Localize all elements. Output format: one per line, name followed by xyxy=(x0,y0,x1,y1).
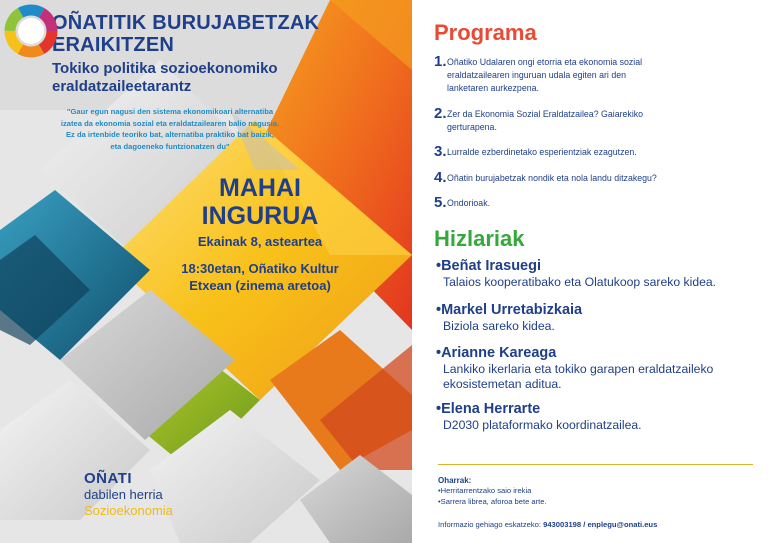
notes-contact xyxy=(438,520,753,530)
programa-item-number: 3. xyxy=(434,143,447,160)
speaker-item xyxy=(436,345,756,392)
speaker-item xyxy=(436,302,756,334)
programa-item xyxy=(434,54,764,95)
poster-quote: "Gaur egun nagusi den sistema ekonomikoari alternatiba izatea da ekonomia sozial eta eraldatzailearen balio nagusia. Ez da irtenbide teoriko bat, alternatiba praktiko bat baizik, eta dagoeneko funtzionatzen du" xyxy=(60,107,280,151)
programa-item-number: 5. xyxy=(434,194,447,211)
speaker-name: •Arianne Kareaga xyxy=(436,345,557,361)
programa-heading: Programa xyxy=(434,20,537,45)
notes-item: •Herritarrentzako saio irekia xyxy=(438,486,532,495)
notes-box xyxy=(438,464,753,530)
contact-label: Informazio gehiago eskatzeko: xyxy=(438,520,544,529)
programa-item-number: 4. xyxy=(434,169,447,186)
info-panel xyxy=(412,0,768,543)
programa-item-number: 2. xyxy=(434,105,447,122)
onati-logo-icon xyxy=(0,0,62,62)
notes-title: Oharrak: xyxy=(438,476,472,485)
programa-item-text: Oñatiko Udalaren ongi etorria eta ekonomia sozial eraldatzailearen inguruan udala egiten ari den lanketaren aurkezpena. xyxy=(447,57,643,93)
speaker-description: Lankiko ikerlaria eta tokiko garapen eraldatzaileko ekosistemetan aditua. xyxy=(443,362,714,391)
contact-value: 943003198 / enplegu@onati.eus xyxy=(543,520,658,529)
logo-wordmark xyxy=(84,470,173,519)
speaker-description: Biziola sareko kidea. xyxy=(443,319,555,333)
programa-item xyxy=(434,144,764,159)
programa-item-text: Lurralde ezberdinetako esperientziak ezagutzen. xyxy=(447,147,637,157)
programa-item-text: Zer da Ekonomia Sozial Eraldatzailea? Gaiarekiko gerturapena. xyxy=(447,109,644,132)
poster-subtitle: Tokiko politika sozioekonomiko eraldatzaileetarantz xyxy=(52,60,278,95)
logo-name: OÑATI xyxy=(84,470,133,487)
event-place: 18:30etan, Oñatiko Kultur Etxean (zinema aretoa) xyxy=(181,261,339,293)
programa-item-text: Oñatin burujabetzak nondik eta nola landu ditzakegu? xyxy=(447,173,657,183)
speaker-name: •Elena Herrarte xyxy=(436,401,541,417)
event-title: MAHAI INGURUA xyxy=(201,174,319,230)
logo-tagline: dabilen herria xyxy=(84,487,163,502)
poster-title: OÑATITIK BURUJABETZAK ERAIKITZEN xyxy=(52,12,320,56)
speaker-item xyxy=(436,258,756,290)
speaker-name: •Markel Urretabizkaia xyxy=(436,302,583,318)
hizlariak-heading: Hizlariak xyxy=(434,226,525,251)
programa-item-text: Ondorioak. xyxy=(447,198,491,208)
notes-item: •Sarrera librea, aforoa bete arte. xyxy=(438,496,547,506)
speaker-item xyxy=(436,401,756,433)
programa-item-number: 1. xyxy=(434,53,447,70)
speaker-name: •Beñat Irasuegi xyxy=(436,258,541,274)
speaker-description: Talaios kooperatibako eta Olatukoop sareko kidea. xyxy=(443,275,717,289)
event-date: Ekainak 8, asteartea xyxy=(197,234,323,249)
speaker-description: D2030 plataformako koordinatzailea. xyxy=(443,418,642,432)
programa-item xyxy=(434,106,764,134)
programa-item xyxy=(434,170,764,185)
logo-sub: Sozioekonomia xyxy=(84,503,173,518)
programa-item xyxy=(434,195,764,210)
